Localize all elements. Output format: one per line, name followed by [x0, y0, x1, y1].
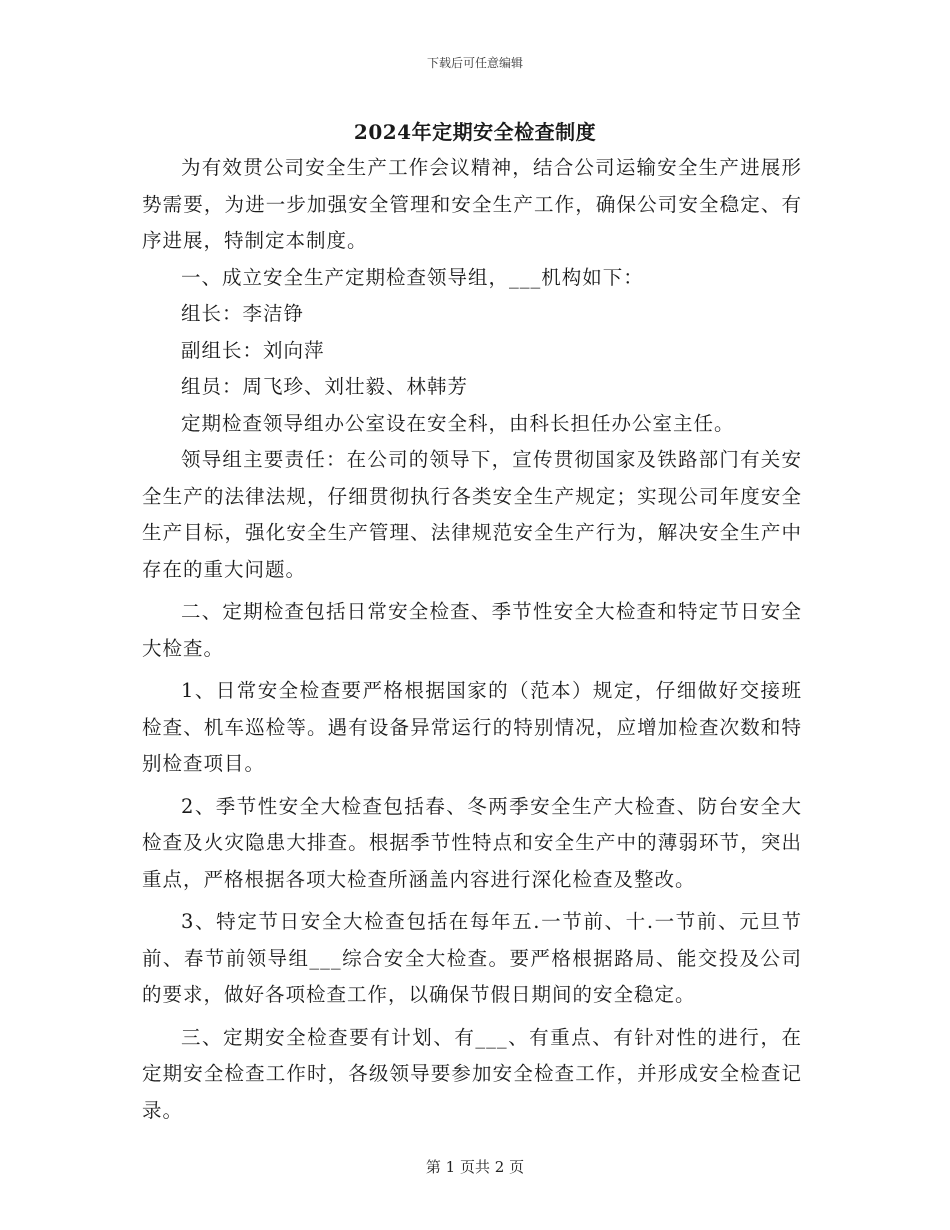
paragraph-section-2: 二、定期检查包括日常安全检查、季节性安全大检查和特定节日安全大检查。	[142, 600, 802, 660]
paragraph-section-1: 一、成立安全生产定期检查领导组，___机构如下：	[181, 265, 644, 289]
paragraph-item-2: 2、季节性安全大检查包括春、冬两季安全生产大检查、防台安全大检查及火灾隐患大排查。根据季节性特点和安全生产中的薄弱环节，突出重点，严格根据各项大检查所涵盖内容进行深化检查及整改。	[142, 794, 802, 891]
paragraph-item-1: 1、日常安全检查要严格根据国家的（范本）规定，仔细做好交接班检查、机车巡检等。遇有设备异常运行的特别情况，应增加检查次数和特别检查项目。	[142, 679, 802, 775]
paragraph-members: 组员：周飞珍、刘壮毅、林韩芳	[181, 375, 469, 398]
page-number: 第 1 页共 2 页	[425, 1158, 525, 1176]
document-body	[142, 150, 802, 1129]
paragraph-intro: 为有效贯公司安全生产工作会议精神，结合公司运输安全生产进展形势需要，为进一步加强安全管理和安全生产工作，确保公司安全稳定、有序进展，特制定本制度。	[142, 156, 802, 252]
paragraph-office: 定期检查领导组办公室设在安全科，由科长担任办公室主任。	[181, 411, 735, 435]
paragraph-item-3: 3、特定节日安全大检查包括在每年五.一节前、十.一节前、元旦节前、春节前领导组___综合安全大检查。要严格根据路局、能交投及公司的要求，做好各项检查工作，以确保节假日期间的安全稳定。	[142, 910, 802, 1006]
paragraph-deputy-leader: 副组长：刘向萍	[181, 338, 325, 362]
page-header: 下载后可任意编辑	[426, 56, 523, 70]
paragraph-section-3: 三、定期安全检查要有计划、有___、有重点、有针对性的进行，在定期安全检查工作时，各级领导要参加安全检查工作，并形成安全检查记录。	[142, 1025, 802, 1122]
document-title: 2024年定期安全检查制度	[353, 120, 597, 144]
paragraph-leader: 组长：李洁铮	[181, 302, 305, 325]
paragraph-responsibilities: 领导组主要责任：在公司的领导下，宣传贯彻国家及铁路部门有关安全生产的法律法规，仔细贯彻执行各类安全生产规定；实现公司年度安全生产目标，强化安全生产管理、法律规范安全生产行为，解决安全生产中存在的重大问题。	[142, 448, 802, 581]
